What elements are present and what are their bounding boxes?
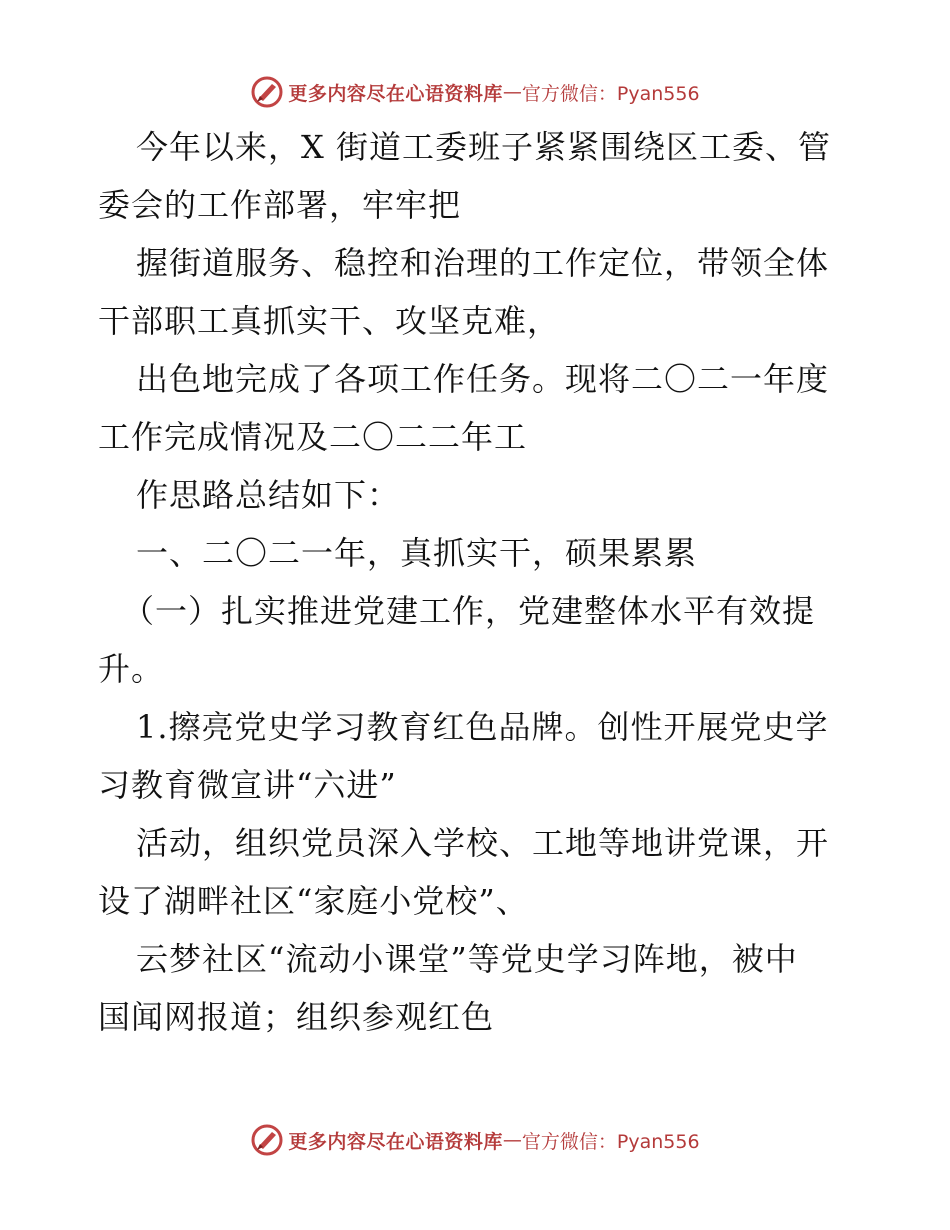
footer-watermark-banner <box>0 1118 950 1162</box>
body-line: 1.擦亮党史学习教育红色品牌。创性开展党史学 <box>136 708 829 746</box>
body-line: 云梦社区“流动小课堂”等党史学习阵地，被中 <box>136 940 798 978</box>
body-line: 工作完成情况及二〇二二年工 <box>98 418 528 456</box>
footer-banner-text: 更多内容尽在心语资料库 <box>288 1130 503 1153</box>
pen-logo-icon <box>250 1123 284 1157</box>
body-line: 作思路总结如下： <box>136 476 401 514</box>
body-line: 国闻网报道；组织参观红色 <box>98 998 495 1036</box>
body-line: 干部职工真抓实干、攻坚克难， <box>98 302 561 340</box>
body-line: 握街道服务、稳控和治理的工作定位，带领全体 <box>136 244 830 282</box>
header-banner-separator: — <box>502 81 522 103</box>
header-banner-text: 更多内容尽在心语资料库 <box>288 82 503 105</box>
body-line: 今年以来，X 街道工委班子紧紧围绕区工委、管 <box>136 128 831 166</box>
body-line: 活动，组织党员深入学校、工地等地讲党课，开 <box>136 824 830 862</box>
pen-logo-icon <box>250 75 284 109</box>
subsection-heading: （一）扎实推进党建工作，党建整体水平有效提 <box>122 592 816 630</box>
body-line: 升。 <box>98 650 165 688</box>
body-line: 设了湖畔社区“家庭小党校”、 <box>98 882 529 920</box>
header-banner-contact: 官方微信：Pyan556 <box>521 82 700 105</box>
footer-banner-separator: — <box>502 1129 522 1151</box>
body-line: 出色地完成了各项工作任务。现将二〇二一年度 <box>136 360 830 398</box>
body-line: 委会的工作部署，牢牢把 <box>98 186 462 224</box>
document-body <box>98 118 858 1046</box>
body-line: 习教育微宣讲“六进” <box>98 766 397 804</box>
header-watermark-banner <box>0 70 950 114</box>
footer-banner-contact: 官方微信：Pyan556 <box>521 1130 700 1153</box>
section-heading: 一、二〇二一年，真抓实干，硕果累累 <box>136 534 698 572</box>
